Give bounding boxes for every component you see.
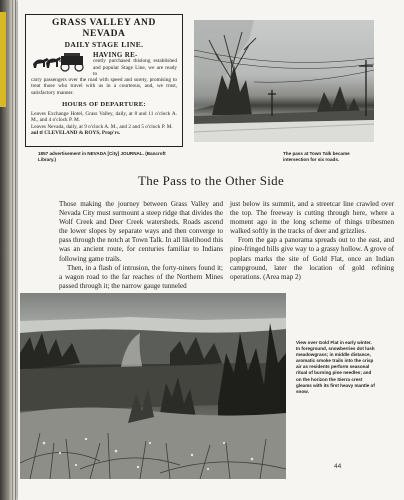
ad-departure-2: Leaves Nevada, daily, at 9 o'clock A. M., and 2 and 5 o'clock P. M. [31, 123, 173, 130]
article-title: The Pass to the Other Side [137, 173, 285, 188]
ad-caption: 1857 advertisement in NEVADA [City] JOURNAL. (Bancroft Library.) [38, 151, 166, 162]
article-paragraph: Those making the journey between Grass Valley and Nevada City must surmount a steep ridge that divides the Wolf Creek and Deer Creek watersheds. Roads ascend the lower slopes by separate ways and then converge to pass through the notch at Town Talk. In all likelihood this was an ancient route, for centuries familiar to Indians following game trails. [59, 200, 223, 263]
bottom-photo-caption: View over Gold Flat in early winter. In foreground, snowberries dot lush meadowgrass; in middle distance, aromatic smoke trails into the crisp air as residents perform seasonal ritual of burning pine needles; and on the horizon the Sierra crest gleams with its first heavy mantle of snow. [296, 340, 375, 394]
article-column-right [230, 200, 394, 282]
ad-body-side: cently purchased thislong established and popular Stage Line, we are ready to [93, 58, 177, 77]
page-tab-marker [0, 12, 6, 107]
article-paragraph: just below its summit, and a streetcar line crawled over the top. The freeway is cutting through here, where a moment ago in the long scheme of things tribesmen walked softly in the tracks of deer and grizzlies. [230, 200, 394, 236]
article-paragraph: From the gap a panorama spreads out to the east, and pine-fringed hills give way to a grassy hollow. A grove of poplars marks the site of Gold Flat, once an Indian campground, later the location of gold refining operations. (Area map 2) [230, 236, 394, 281]
article-column-left [59, 200, 223, 291]
stage-line-advertisement [25, 14, 183, 147]
page-edge [8, 0, 9, 500]
town-talk-pass-photo [194, 20, 374, 142]
ad-lead: HAVING RE- [93, 51, 138, 59]
stagecoach-illustration [31, 52, 89, 72]
page-edge [12, 0, 13, 500]
ad-body: carry passengers over the road with speed and surety, promising to treat those who travel with us in a courteous, and, we trust, satisfactory manner. [31, 77, 177, 96]
page-number: 44 [334, 463, 342, 470]
ad-title: GRASS VALLEY AND NEVADA [52, 18, 156, 39]
ad-subtitle: DAILY STAGE LINE. [64, 40, 144, 49]
top-photo-caption: The pass at Town Talk became intersection for six roads. [283, 151, 350, 162]
page-edge [15, 0, 16, 500]
ad-signature: aul tf CLEVELAND & ROYS, Prop'rs. [31, 129, 121, 136]
ad-departure-1: Leaves Exchange Hotel, Grass Valley, daily, at 8 and 11 o'clock A. M., and 4 o'clock P. M. [31, 111, 177, 124]
ad-hours-heading: HOURS OF DEPARTURE: [62, 101, 146, 109]
article-paragraph: Then, in a flash of intrusion, the forty-niners found it; a wagon road to the far reaches of the Northern Mines passed through it; the narrow gauge tunneled [59, 263, 223, 290]
gold-flat-winter-photo [20, 293, 286, 479]
